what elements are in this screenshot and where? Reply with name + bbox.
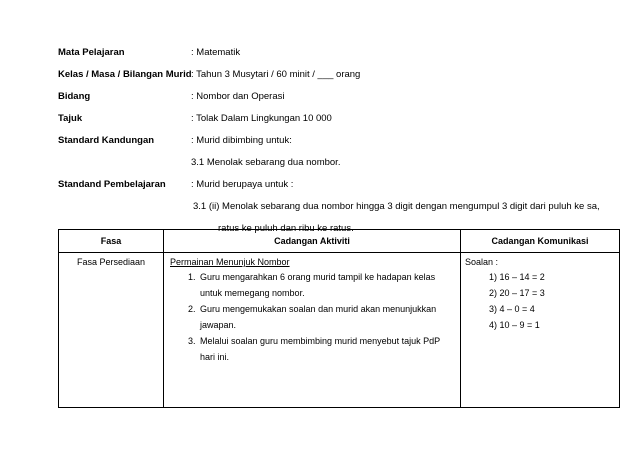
communication-cell [461,253,620,408]
list-item: 4) 10 – 9 = 1 [489,320,540,330]
learning-standard-item-row [58,196,618,218]
content-standard-item-row [58,152,618,174]
class-row [58,64,618,86]
list-item: 3. Melalui soalan guru membimbing murid menyebut tajuk PdP hari ini. [198,333,454,365]
area-label: Bidang [58,91,91,102]
table-header-row [59,230,620,253]
topic-value: : Tolak Dalam Lingkungan 10 000 [191,113,332,124]
list-item: 1) 16 – 14 = 2 [489,272,545,282]
learning-standard-item: 3.1 (ii) Menolak sebarang dua nombor hingga 3 digit dengan mengumpul 3 digit dari puluh ke sa, [193,201,600,212]
content-standard-value: : Murid dibimbing untuk: [191,135,292,146]
content-standard-label: Standard Kandungan [58,135,155,146]
subject-row [58,42,618,64]
lesson-info [58,42,618,240]
list-item: 3) 4 – 0 = 4 [489,304,535,314]
questions-list [465,269,615,333]
header-communication: Cadangan Komunikasi [461,230,620,253]
content-standard-row [58,130,618,152]
phase-cell [59,253,164,408]
phase-name: Fasa Persediaan [76,257,146,267]
questions-title: Soalan : [465,257,499,267]
list-item: 2) 20 – 17 = 3 [489,288,545,298]
header-phase: Fasa [59,230,164,253]
learning-standard-value: : Murid berupaya untuk : [191,179,294,190]
subject-value: : Matematik [191,47,241,58]
subject-label: Mata Pelajaran [58,47,125,58]
activity-title: Permainan Menunjuk Nombor [170,257,290,267]
learning-standard-label: Standand Pembelajaran [58,179,166,190]
content-standard-item: 3.1 Menolak sebarang dua nombor. [191,157,341,168]
learning-standard-row [58,174,618,196]
activity-cell [164,253,461,408]
list-item: 2. Guru mengemukakan soalan dan murid akan menunjukkan jawapan. [198,301,454,333]
area-row [58,86,618,108]
topic-row [58,108,618,130]
topic-label: Tajuk [58,113,83,124]
table-row [59,253,620,408]
list-item: 1. Guru mengarahkan 6 orang murid tampil ke hadapan kelas untuk memegang nombor. [198,269,454,301]
class-label: Kelas / Masa / Bilangan Murid [58,69,192,80]
activity-table [58,229,620,408]
class-value: : Tahun 3 Musytari / 60 minit / ___ orang [191,69,361,80]
learning-standard-item-cont: ratus ke puluh dan ribu ke ratus. [218,223,354,234]
activity-steps [170,269,454,365]
header-activity: Cadangan Aktiviti [164,230,461,253]
area-value: : Nombor dan Operasi [191,91,285,102]
